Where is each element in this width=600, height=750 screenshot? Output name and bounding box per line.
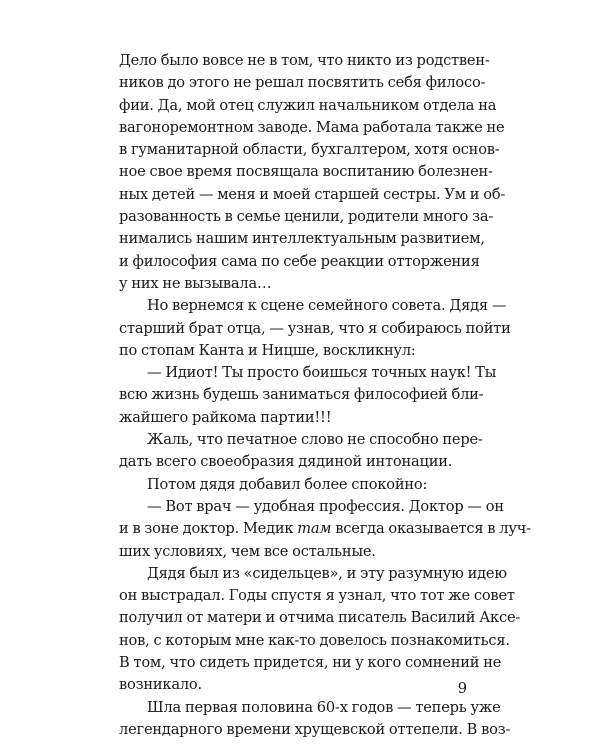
text-line: вагоноремонтном заводе. Мама работала также не — [119, 118, 505, 136]
text-line: легендарного времени хрущевской оттепели. В воз- — [119, 720, 511, 738]
text-line: у них не вызывала… — [119, 274, 272, 292]
text-line: Жаль, что печатное слово не способно пере- — [147, 431, 483, 449]
text-line: всю жизнь будешь заниматься философией бли- — [119, 386, 484, 404]
text-line: Шла первая половина 60-х годов — теперь уже — [147, 698, 501, 716]
text-line: в гуманитарной области, бухгалтером, хотя основ- — [119, 141, 500, 159]
text-line: Но вернемся к сцене семейного совета. Дядя — — [147, 297, 507, 315]
text-line: Дядя был из «сидельцев», и эту разумную идею — [147, 564, 507, 582]
text-line: фии. Да, мой отец служил начальником отдела на — [119, 96, 497, 114]
text-line: ное свое время посвящала воспитанию болезнен- — [119, 163, 493, 181]
text-line: разованность в семье ценили, родители много за- — [119, 208, 494, 226]
text-line: дать всего своеобразия дядиной интонации. — [119, 453, 453, 471]
text-line: и в зоне доктор. Медик там всегда оказывается в луч- — [119, 520, 531, 538]
text-line: по стопам Канта и Ницше, воскликнул: — [119, 341, 416, 359]
text-line: получил от матери и отчима писатель Василий Аксе- — [119, 609, 521, 627]
text-line: возникало. — [119, 676, 202, 694]
text-line: нимались нашим интеллектуальным развитием, — [119, 230, 485, 248]
text-line: — Идиот! Ты просто боишься точных наук! Ты — [147, 364, 497, 382]
text-line: и философия сама по себе реакции отторжения — [119, 252, 480, 270]
text-line: ших условиях, чем все остальные. — [119, 542, 376, 560]
text-line: В том, что сидеть придется, ни у кого сомнений не — [119, 654, 502, 672]
text-line: жайшего райкома партии!!! — [119, 408, 332, 426]
body-text — [119, 50, 531, 741]
text-line: ных детей — меня и моей старшей сестры. Ум и об- — [119, 185, 506, 203]
text-line: ников до этого не решал посвятить себя филосо- — [119, 74, 486, 92]
text-line: он выстрадал. Годы спустя я узнал, что тот же совет — [119, 587, 515, 605]
text-line: нов, с которым мне как-то довелось познакомиться. — [119, 631, 510, 649]
text-line: — Вот врач — удобная профессия. Доктор — он — [147, 497, 504, 515]
text-line: Потом дядя добавил более спокойно: — [147, 475, 428, 493]
page-number: 9 — [457, 680, 467, 697]
text-line: старший брат отца, — узнав, что я собираюсь пойти — [119, 319, 511, 337]
text-line: Дело было вовсе не в том, что никто из родствен- — [119, 52, 490, 69]
emphasis: там — [297, 520, 332, 538]
